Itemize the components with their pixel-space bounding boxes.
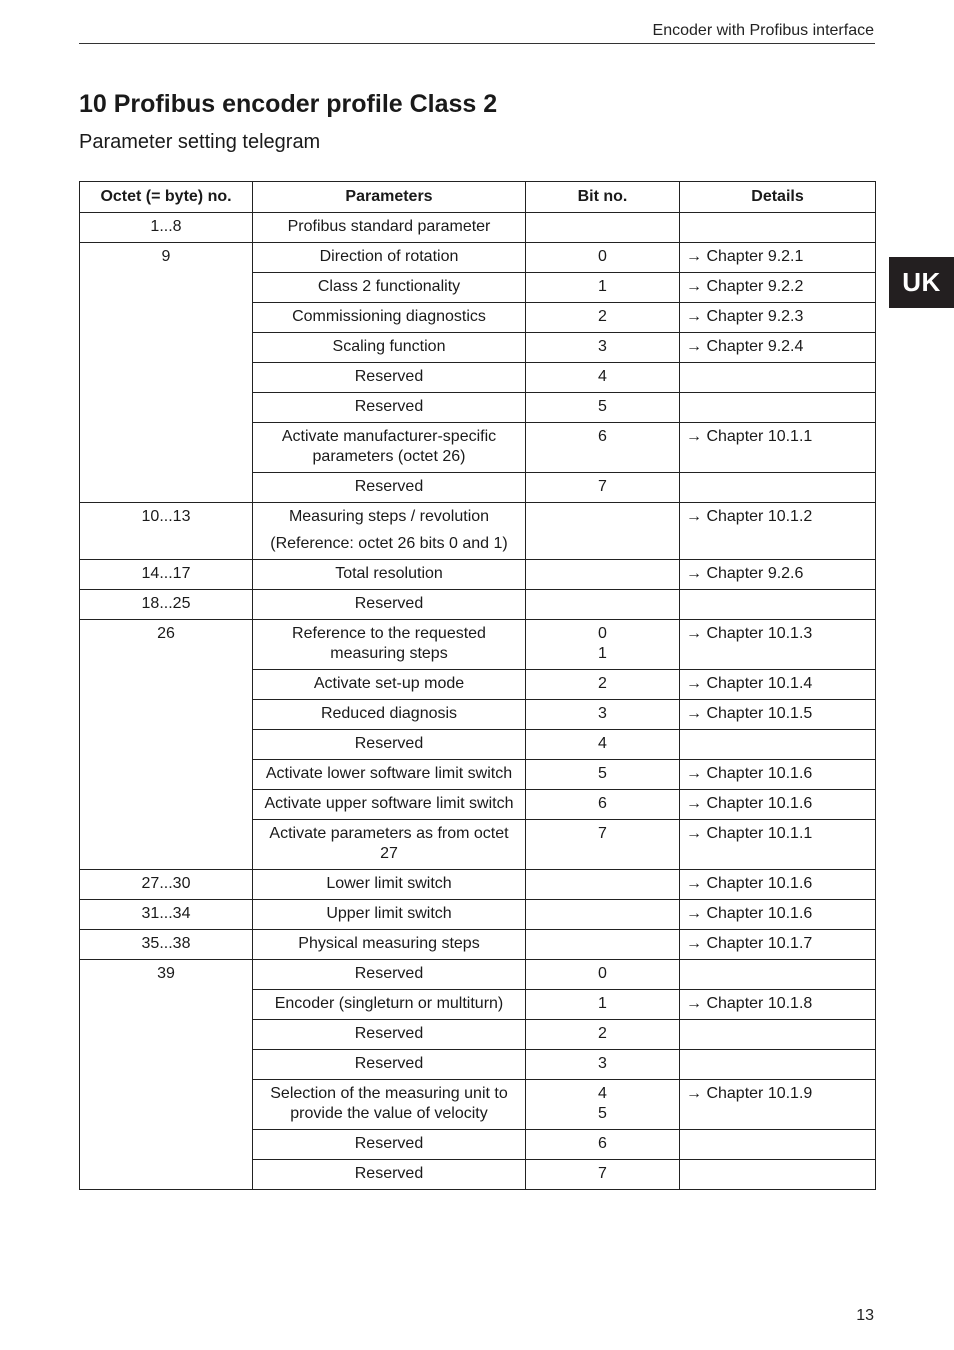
bit-number-cell (526, 900, 680, 930)
parameter-text: Reserved (354, 1055, 424, 1072)
parameter-cell (253, 303, 526, 333)
chapter-title: 10 Profibus encoder profile Class 2 (79, 90, 498, 118)
octet-cell: 18...25 (80, 590, 253, 620)
bit-number-cell: 4 (526, 363, 680, 393)
bit-number-cell: 0 (526, 243, 680, 273)
bit-number-cell: 6 (526, 423, 680, 473)
bit-number-cell: 7 (526, 473, 680, 503)
page-number: 13 (856, 1307, 874, 1324)
parameter-cell (253, 243, 526, 273)
table-row (80, 620, 876, 670)
parameter-cell (253, 273, 526, 303)
details-cell: → Chapter 10.1.1 (680, 423, 876, 473)
parameter-text: Encoder (singleturn or multiturn) (274, 995, 504, 1012)
parameter-cell (253, 560, 526, 590)
details-cell (680, 473, 876, 503)
bit-number-cell: 1 (526, 990, 680, 1020)
parameter-text: Reserved (354, 735, 424, 752)
table-row (80, 900, 876, 930)
parameter-text: Reserved (354, 1025, 424, 1042)
parameter-cell (253, 423, 526, 473)
details-cell (680, 213, 876, 243)
table-row (80, 560, 876, 590)
details-cell: → Chapter 10.1.6 (680, 790, 876, 820)
column-header-octet: Octet (= byte) no. (80, 182, 253, 213)
details-cell: → Chapter 10.1.2 (680, 503, 876, 560)
bit-number-cell: 4 (526, 730, 680, 760)
details-cell: → Chapter 10.1.8 (680, 990, 876, 1020)
bit-number-cell (526, 213, 680, 243)
details-cell (680, 1020, 876, 1050)
octet-cell: 10...13 (80, 503, 253, 560)
details-cell: → Chapter 10.1.6 (680, 760, 876, 790)
parameter-cell (253, 820, 526, 870)
parameter-text: Lower limit switch (326, 875, 452, 892)
table-body (80, 213, 876, 1190)
parameter-text: Reduced diagnosis (320, 705, 458, 722)
details-cell: → Chapter 10.1.5 (680, 700, 876, 730)
parameter-text: Activate lower software limit switch (265, 765, 513, 782)
parameter-cell (253, 730, 526, 760)
bit-number-cell: 6 (526, 1130, 680, 1160)
parameter-cell (253, 670, 526, 700)
parameter-text: Commissioning diagnostics (292, 308, 486, 325)
column-header-bit: Bit no. (526, 182, 680, 213)
details-cell: → Chapter 10.1.4 (680, 670, 876, 700)
parameter-cell (253, 503, 526, 560)
parameter-text: Total resolution (335, 565, 443, 582)
details-cell: → Chapter 10.1.6 (680, 900, 876, 930)
parameter-text: Profibus standard parameter (287, 218, 491, 235)
details-cell: → Chapter 9.2.4 (680, 333, 876, 363)
octet-cell: 26 (80, 620, 253, 870)
parameter-cell (253, 1160, 526, 1190)
bit-number-cell: 2 (526, 303, 680, 333)
parameter-cell (253, 473, 526, 503)
parameter-text: Activate set-up mode (313, 675, 465, 692)
bit-number-cell: 0 1 (526, 620, 680, 670)
parameter-text: Activate manufacturer-specific parameters (octet 26) (281, 428, 497, 465)
parameter-cell (253, 900, 526, 930)
octet-cell: 9 (80, 243, 253, 503)
column-header-details: Details (680, 182, 876, 213)
column-header-parameters: Parameters (253, 182, 526, 213)
bit-number-cell: 3 (526, 333, 680, 363)
bit-number-cell: 2 (526, 1020, 680, 1050)
bit-number-cell: 7 (526, 1160, 680, 1190)
parameter-text: Physical measuring steps (298, 935, 480, 952)
parameter-cell (253, 790, 526, 820)
parameter-text: Reserved (354, 965, 424, 982)
parameter-cell (253, 960, 526, 990)
bit-number-cell: 6 (526, 790, 680, 820)
parameter-cell (253, 1130, 526, 1160)
table-row (80, 590, 876, 620)
parameter-text: Reserved (354, 478, 424, 495)
details-cell: → Chapter 10.1.1 (680, 820, 876, 870)
details-cell (680, 590, 876, 620)
parameter-cell (253, 1020, 526, 1050)
parameter-cell (253, 620, 526, 670)
details-cell: → Chapter 10.1.3 (680, 620, 876, 670)
octet-cell: 39 (80, 960, 253, 1190)
octet-cell: 27...30 (80, 870, 253, 900)
language-tab: UK (889, 257, 954, 308)
bit-number-cell (526, 503, 680, 560)
table-header-row (80, 182, 876, 213)
running-header: Encoder with Profibus interface (652, 22, 874, 39)
details-cell: → Chapter 10.1.7 (680, 930, 876, 960)
parameter-cell (253, 1080, 526, 1130)
details-cell (680, 363, 876, 393)
parameter-cell (253, 213, 526, 243)
parameter-cell (253, 930, 526, 960)
details-cell: → Chapter 9.2.1 (680, 243, 876, 273)
details-cell (680, 730, 876, 760)
parameter-text: Reserved (354, 595, 424, 612)
bit-number-cell (526, 930, 680, 960)
parameter-text: Activate parameters as from octet 27 (269, 825, 509, 862)
parameter-cell (253, 990, 526, 1020)
table-row (80, 930, 876, 960)
parameter-text: Selection of the measuring unit to provide the value of velocity (270, 1085, 508, 1122)
parameter-cell (253, 870, 526, 900)
bit-number-cell: 2 (526, 670, 680, 700)
parameter-table (79, 181, 876, 1190)
parameter-note: (Reference: octet 26 bits 0 and 1) (270, 535, 508, 552)
bit-number-cell (526, 560, 680, 590)
bit-number-cell: 1 (526, 273, 680, 303)
bit-number-cell: 7 (526, 820, 680, 870)
table-row (80, 243, 876, 273)
parameter-cell (253, 333, 526, 363)
details-cell (680, 1130, 876, 1160)
parameter-text: Reserved (354, 368, 424, 385)
bit-number-cell: 3 (526, 1050, 680, 1080)
details-cell: → Chapter 10.1.6 (680, 870, 876, 900)
bit-number-cell (526, 590, 680, 620)
bit-number-cell: 4 5 (526, 1080, 680, 1130)
table-row (80, 870, 876, 900)
bit-number-cell: 3 (526, 700, 680, 730)
parameter-text: Direction of rotation (319, 248, 459, 265)
bit-number-cell: 5 (526, 760, 680, 790)
details-cell (680, 1050, 876, 1080)
details-cell: → Chapter 9.2.2 (680, 273, 876, 303)
table-row (80, 503, 876, 560)
parameter-text: Reserved (354, 1165, 424, 1182)
bit-number-cell: 5 (526, 393, 680, 423)
parameter-cell (253, 760, 526, 790)
parameter-text: Activate upper software limit switch (264, 795, 514, 812)
table-row (80, 213, 876, 243)
parameter-cell (253, 363, 526, 393)
octet-cell: 1...8 (80, 213, 253, 243)
bit-number-cell: 0 (526, 960, 680, 990)
parameter-cell (253, 590, 526, 620)
details-cell: → Chapter 9.2.3 (680, 303, 876, 333)
parameter-text: Reference to the requested measuring steps (292, 625, 486, 662)
details-cell (680, 960, 876, 990)
parameter-text: Reserved (354, 398, 424, 415)
octet-cell: 35...38 (80, 930, 253, 960)
parameter-cell (253, 1050, 526, 1080)
details-cell: → Chapter 10.1.9 (680, 1080, 876, 1130)
header-divider (79, 43, 875, 44)
parameter-text: Upper limit switch (326, 905, 452, 922)
table-row (80, 960, 876, 990)
parameter-text: Reserved (354, 1135, 424, 1152)
details-cell: → Chapter 9.2.6 (680, 560, 876, 590)
details-cell (680, 393, 876, 423)
parameter-text: Scaling function (332, 338, 446, 355)
details-cell (680, 1160, 876, 1190)
bit-number-cell (526, 870, 680, 900)
parameter-text: Measuring steps / revolution (288, 508, 490, 525)
parameter-text: Class 2 functionality (317, 278, 461, 295)
octet-cell: 14...17 (80, 560, 253, 590)
octet-cell: 31...34 (80, 900, 253, 930)
section-subtitle: Parameter setting telegram (79, 131, 321, 153)
parameter-cell (253, 700, 526, 730)
parameter-cell (253, 393, 526, 423)
